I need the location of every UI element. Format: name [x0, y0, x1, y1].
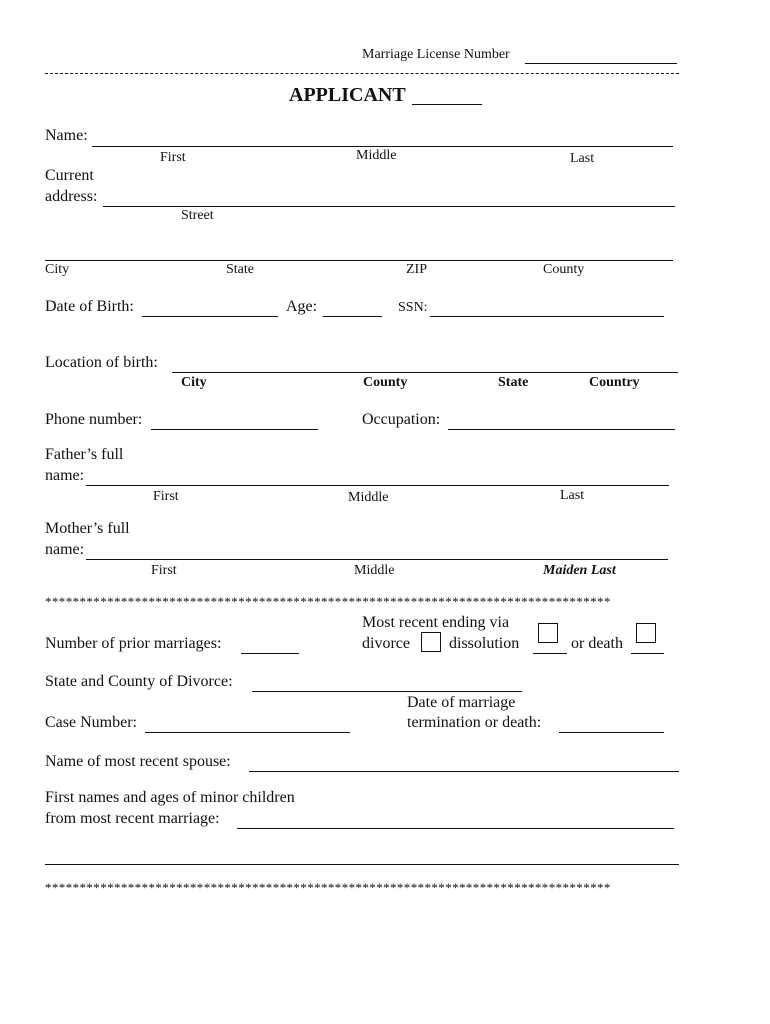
dissolution-checkbox[interactable] — [538, 623, 558, 643]
page-title: APPLICANT — [289, 84, 406, 106]
ssn-label: SSN: — [398, 300, 428, 315]
termination-label-line2: termination or death: — [407, 714, 542, 731]
city-caption: City — [45, 262, 70, 277]
father-label-line2: name: — [45, 467, 85, 484]
children-label-line1: First names and ages of minor children — [45, 789, 295, 806]
address-label-line1: Current — [45, 167, 94, 184]
mother-label-line1: Mother’s full — [45, 520, 130, 537]
father-label-line1: Father’s full — [45, 446, 124, 463]
section-divider-stars: ********************************************************************************** — [45, 594, 611, 609]
divorce-label: divorce — [362, 635, 410, 652]
license-number-field[interactable] — [525, 63, 677, 64]
age-label: Age: — [286, 298, 318, 315]
children-field-continued[interactable] — [45, 864, 679, 865]
street-caption: Street — [181, 208, 214, 223]
street-field[interactable] — [103, 206, 675, 207]
death-checkbox[interactable] — [636, 623, 656, 643]
city-state-zip-field[interactable] — [45, 260, 673, 261]
termination-date-field[interactable] — [559, 732, 664, 733]
termination-label-line1: Date of marriage — [407, 694, 516, 711]
phone-field[interactable] — [151, 429, 318, 430]
mother-name-field[interactable] — [86, 559, 668, 560]
name-label: Name: — [45, 127, 88, 144]
county-caption: County — [543, 262, 585, 277]
father-last-caption: Last — [560, 488, 585, 503]
dob-label: Date of Birth: — [45, 298, 134, 315]
mother-label-line2: name: — [45, 541, 85, 558]
age-field[interactable] — [323, 316, 382, 317]
phone-label: Phone number: — [45, 411, 143, 428]
address-label-line2: address: — [45, 188, 98, 205]
birth-country-caption: Country — [589, 375, 640, 390]
name-field[interactable] — [92, 146, 673, 147]
father-first-caption: First — [153, 489, 179, 504]
name-first-caption: First — [160, 150, 186, 165]
birth-state-caption: State — [498, 375, 529, 390]
mother-maiden-last-caption: Maiden Last — [543, 563, 616, 578]
zip-caption: ZIP — [406, 262, 427, 277]
bottom-divider-stars: ********************************************************************************** — [45, 880, 611, 895]
divorce-location-label: State and County of Divorce: — [45, 673, 233, 690]
recent-spouse-label: Name of most recent spouse: — [45, 753, 231, 770]
license-number-label: Marriage License Number — [362, 47, 510, 62]
name-last-caption: Last — [570, 151, 595, 166]
father-middle-caption: Middle — [348, 490, 389, 505]
dob-field[interactable] — [142, 316, 278, 317]
dissolution-line — [533, 653, 567, 654]
divorce-location-field[interactable] — [252, 691, 522, 692]
children-field[interactable] — [237, 828, 674, 829]
occupation-label: Occupation: — [362, 411, 441, 428]
prior-marriages-field[interactable] — [241, 653, 299, 654]
or-death-label: or death — [571, 635, 623, 652]
children-label-line2: from most recent marriage: — [45, 810, 220, 827]
name-middle-caption: Middle — [356, 148, 397, 163]
birth-city-caption: City — [181, 375, 207, 390]
mother-middle-caption: Middle — [354, 563, 395, 578]
death-line — [631, 653, 664, 654]
father-name-field[interactable] — [86, 485, 669, 486]
ssn-field[interactable] — [430, 316, 664, 317]
recent-spouse-field[interactable] — [249, 771, 679, 772]
prior-marriages-label: Number of prior marriages: — [45, 635, 222, 652]
birth-county-caption: County — [363, 375, 408, 390]
header-divider — [45, 73, 679, 74]
divorce-checkbox[interactable] — [421, 632, 441, 652]
most-recent-ending-label: Most recent ending via — [362, 614, 510, 631]
birth-location-label: Location of birth: — [45, 354, 158, 371]
mother-first-caption: First — [151, 563, 177, 578]
birth-location-field[interactable] — [172, 372, 678, 373]
applicant-number-field[interactable] — [412, 104, 482, 105]
case-number-label: Case Number: — [45, 714, 137, 731]
state-caption: State — [226, 262, 254, 277]
dissolution-label: dissolution — [449, 635, 520, 652]
case-number-field[interactable] — [145, 732, 350, 733]
occupation-field[interactable] — [448, 429, 675, 430]
